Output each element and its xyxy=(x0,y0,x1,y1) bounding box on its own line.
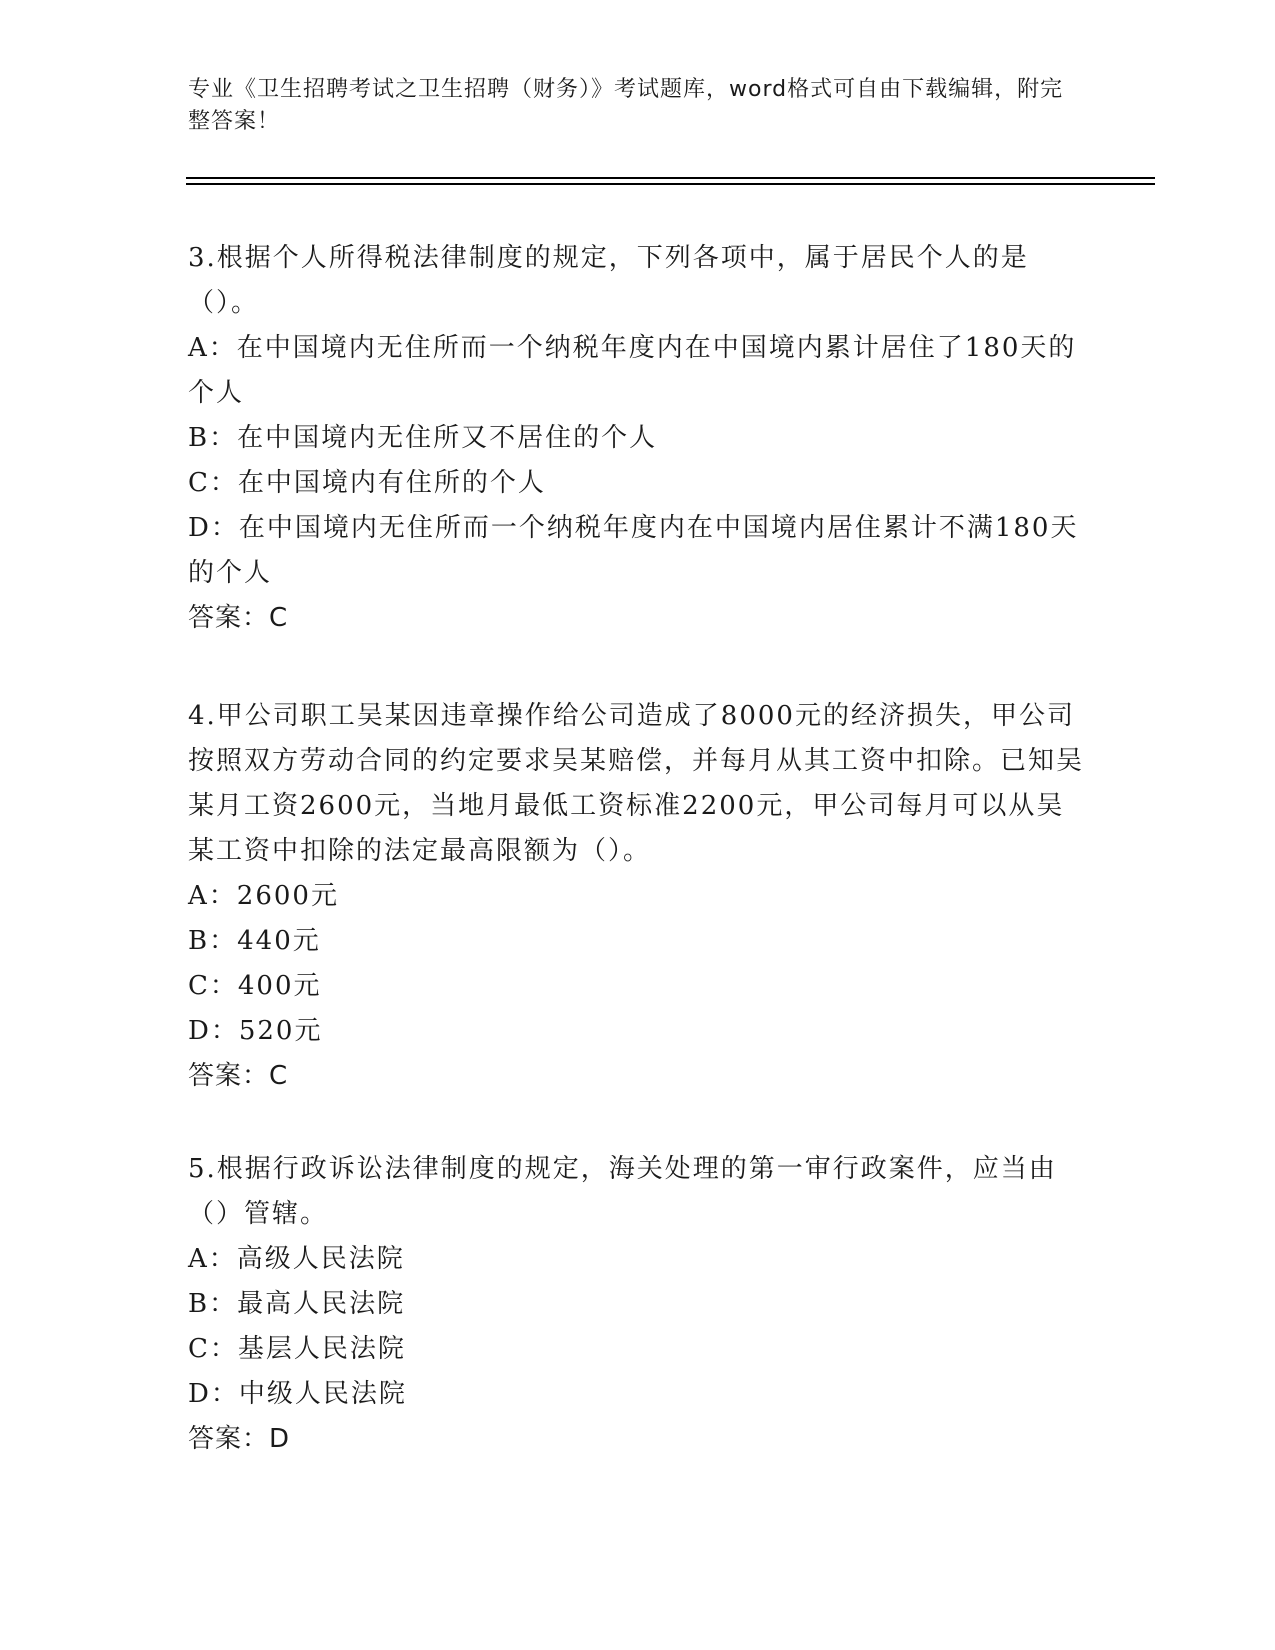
header-divider-top xyxy=(186,177,1155,179)
option-d: D：中级人民法院 xyxy=(188,1379,407,1409)
question-block xyxy=(188,1147,1088,1462)
option-c: C：基层人民法院 xyxy=(188,1334,406,1364)
option-a: A：2600元 xyxy=(188,881,339,911)
option-b: B：最高人民法院 xyxy=(188,1289,406,1319)
option-a: A：高级人民法院 xyxy=(188,1244,405,1274)
option-c: C：在中国境内有住所的个人 xyxy=(188,468,546,498)
answer-line: 答案：D xyxy=(188,1424,291,1454)
header-divider-bottom xyxy=(186,183,1155,185)
answer-line: 答案：C xyxy=(188,603,289,633)
document-header: 专业《卫生招聘考试之卫生招聘（财务）》考试题库，word格式可自由下载编辑，附完整答案！ xyxy=(188,77,1064,134)
option-b: B：440元 xyxy=(188,926,321,956)
option-d: D：在中国境内无住所而一个纳税年度内在中国境内居住累计不满180天的个人 xyxy=(188,513,1079,588)
option-b: B：在中国境内无住所又不居住的个人 xyxy=(188,423,658,453)
option-d: D：520元 xyxy=(188,1016,323,1046)
question-block xyxy=(188,236,1088,641)
question-block xyxy=(188,694,1088,1099)
answer-line: 答案：C xyxy=(188,1061,289,1091)
question-stem: 4.甲公司职工吴某因违章操作给公司造成了8000元的经济损失，甲公司按照双方劳动合同的约定要求吴某赔偿，并每月从其工资中扣除。已知吴某月工资2600元，当地月最低工资标准2200元，甲公司每月可以从吴某工资中扣除的法定最高限额为（）。 xyxy=(188,701,1085,866)
option-c: C：400元 xyxy=(188,971,322,1001)
question-stem: 5.根据行政诉讼法律制度的规定，海关处理的第一审行政案件，应当由（）管辖。 xyxy=(188,1154,1057,1229)
option-a: A：在中国境内无住所而一个纳税年度内在中国境内累计居住了180天的个人 xyxy=(188,333,1077,408)
question-stem: 3.根据个人所得税法律制度的规定，下列各项中，属于居民个人的是（）。 xyxy=(188,243,1029,318)
